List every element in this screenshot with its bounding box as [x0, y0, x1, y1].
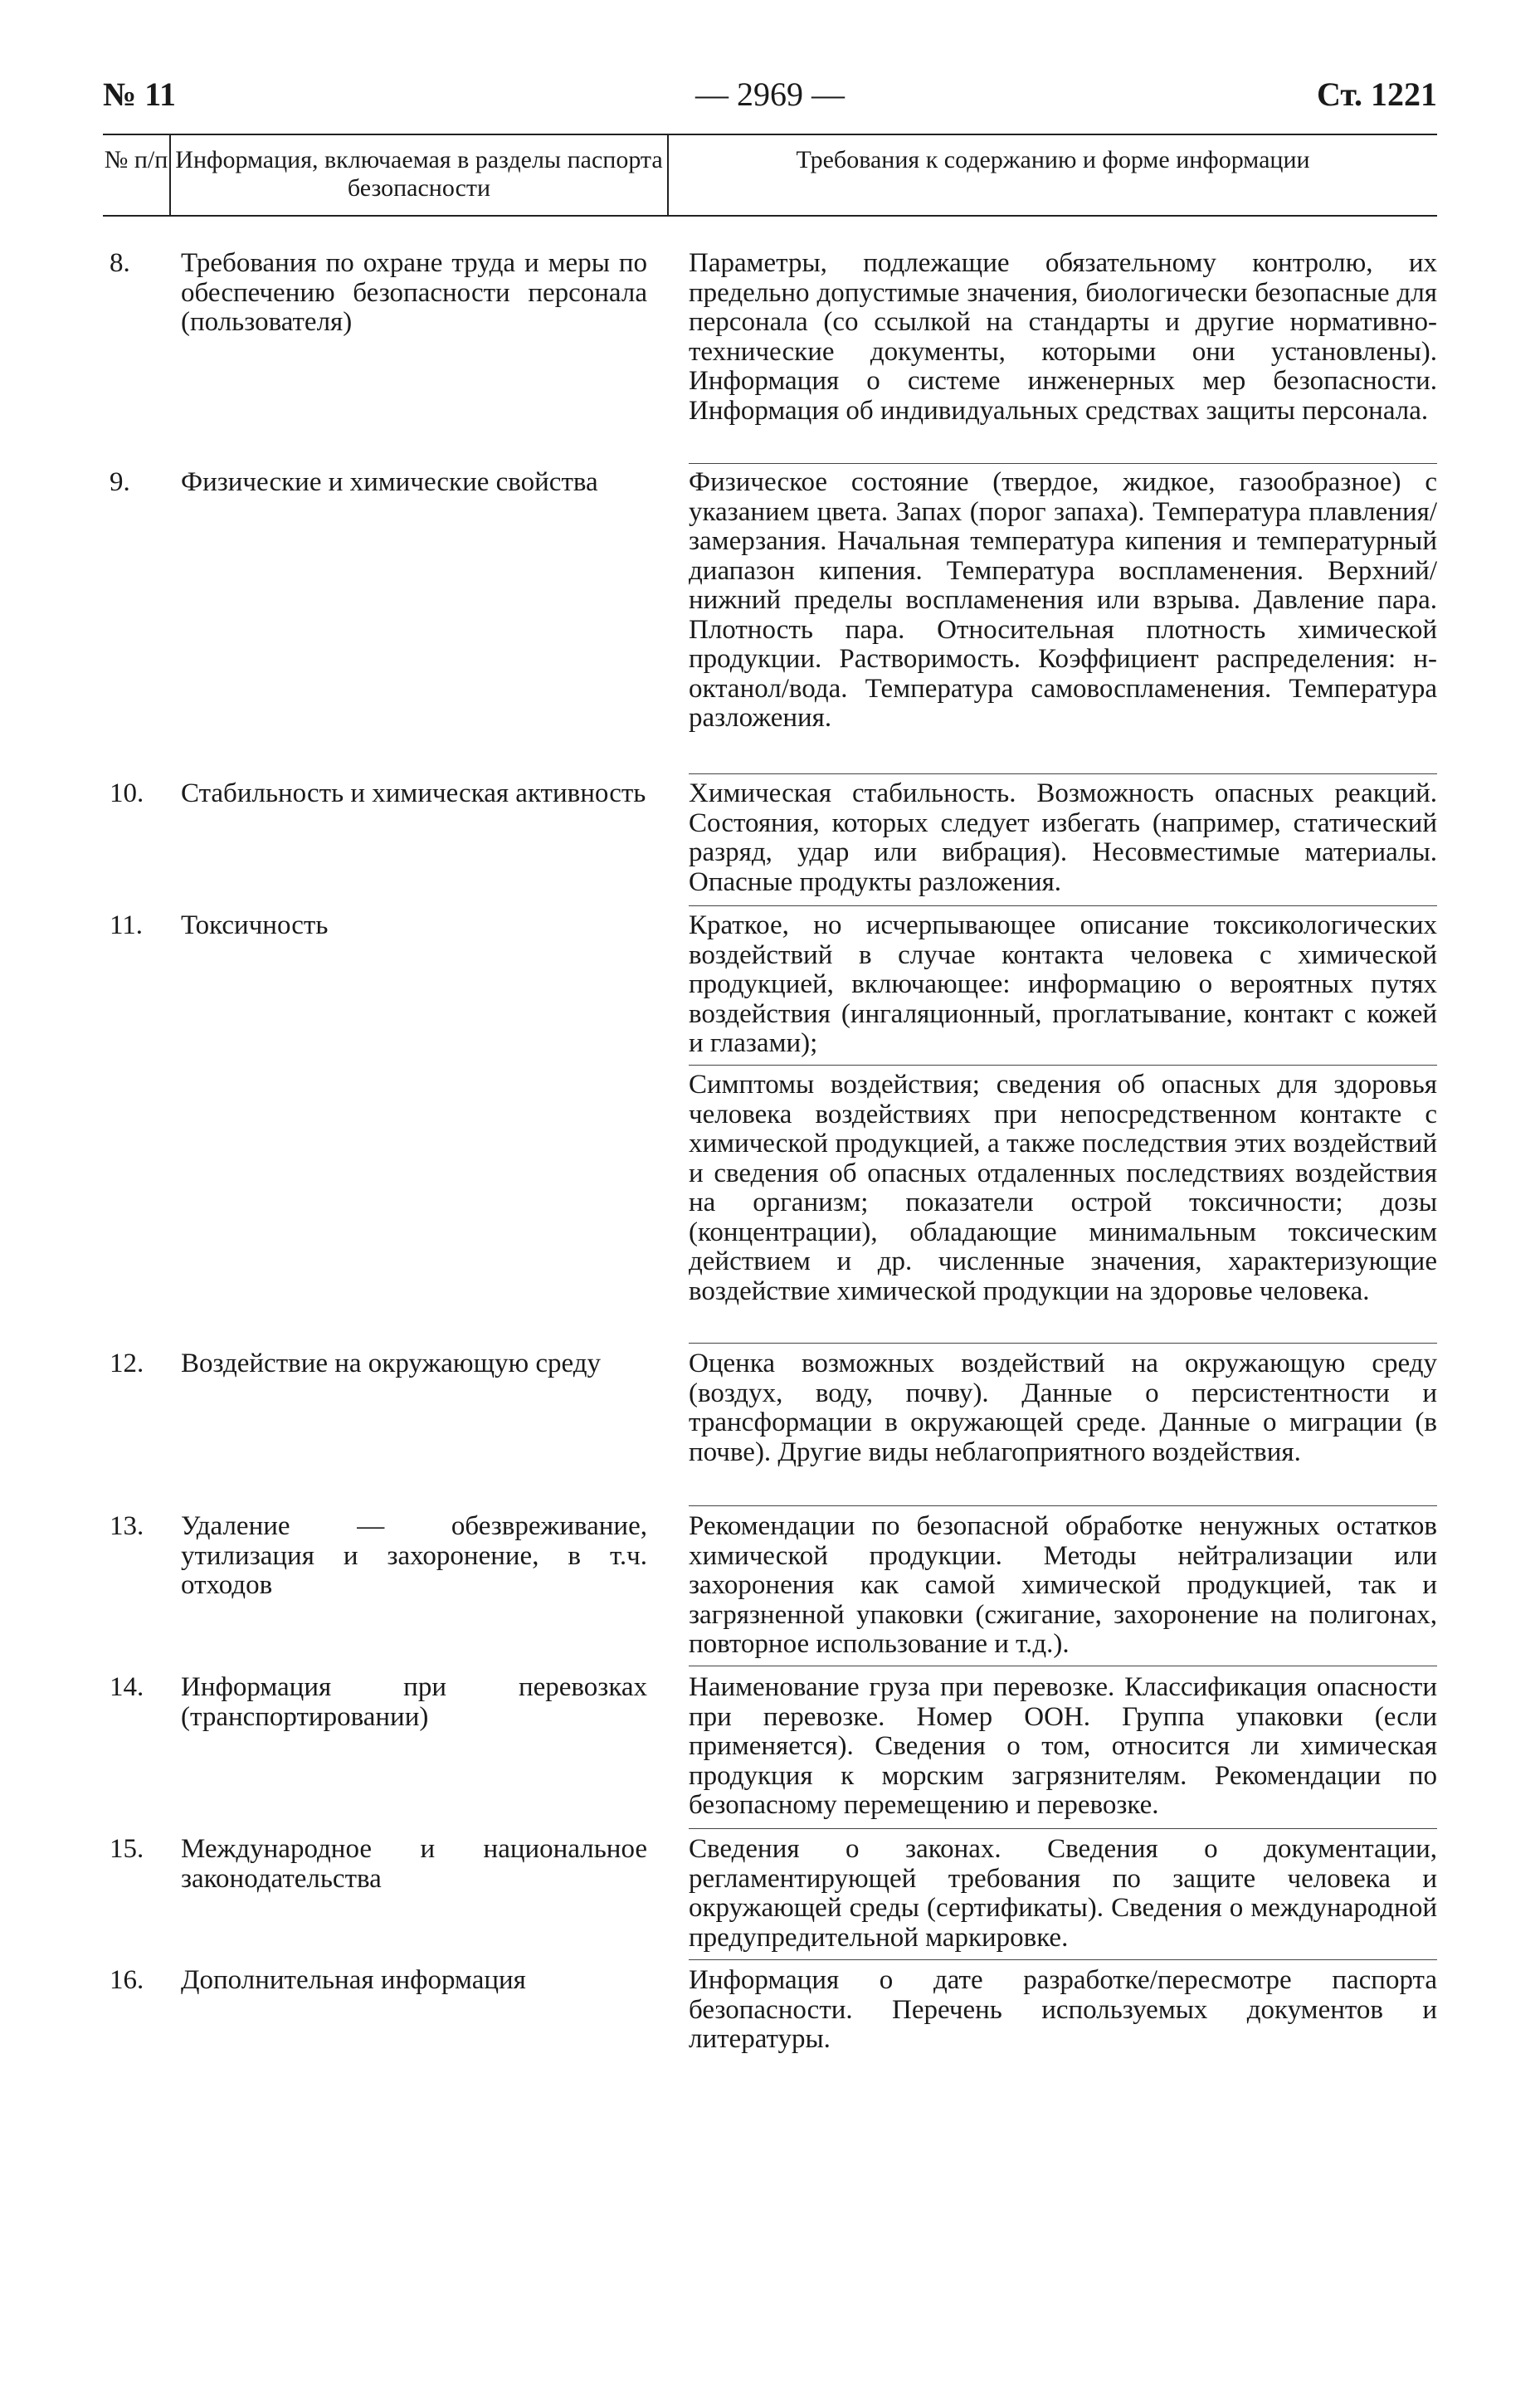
row-info: Международное и национальное законодательства [181, 1834, 647, 1894]
row-number: 13. [110, 1511, 144, 1541]
row-requirements: Краткое, но исчерпывающее описание токсикологических воздействий в случае контакта человека с химической продукцией, включающее: информацию о вероятных путях воздействия (ингаляционный, проглатывание, контакт с кожей и глазами); [689, 910, 1437, 1058]
row-separator [689, 773, 1437, 774]
row-number: 12. [110, 1349, 144, 1378]
row-requirements: Сведения о законах. Сведения о документации, регламентирующей требования по защите человека и окружающей среды (сертификаты). Сведения о международной предупредительной маркировке. [689, 1834, 1437, 1953]
row-separator [689, 1065, 1437, 1066]
row-number: 16. [110, 1965, 144, 1995]
row-requirements: Наименование груза при перевозке. Классификация опасности при перевозке. Номер ООН. Группа упаковки (если применяется). Сведения о том, относится ли химическая продукция к морским загрязнителям. Рекомендации по безопасному перемещению и перевозке. [689, 1672, 1437, 1820]
row-separator [689, 1959, 1437, 1960]
table-top-rule [103, 134, 1437, 135]
row-number: 9. [110, 467, 130, 497]
page-number: — 2969 — [695, 76, 845, 113]
table-header-bottom-rule [103, 215, 1437, 217]
row-info: Физические и химические свойства [181, 467, 598, 497]
row-info: Воздействие на окружающую среду [181, 1349, 602, 1378]
row-info: Информация при перевозках (транспортировании) [181, 1672, 647, 1732]
row-info: Требования по охране труда и меры по обеспечению безопасности персонала (пользователя) [181, 248, 647, 337]
article-number: Ст. 1221 [1317, 76, 1437, 113]
row-separator [689, 1828, 1437, 1829]
row-requirements: Оценка возможных воздействий на окружающую среду (воздух, воду, почву). Данные о персистентности и трансформации в окружающей среде. Данные о миграции (в почве). Другие виды неблагоприятного воздействия. [689, 1349, 1437, 1467]
row-number: 15. [110, 1834, 144, 1864]
row-number: 8. [110, 248, 130, 278]
row-separator [689, 463, 1437, 464]
row-separator [689, 1343, 1437, 1344]
column-header-requirements: Требования к содержанию и форме информации [796, 146, 1310, 173]
row-info: Токсичность [181, 910, 329, 940]
row-number: 11. [110, 910, 144, 940]
row-requirements: Информация о дате разработке/пересмотре паспорта безопасности. Перечень используемых документов и литературы. [689, 1965, 1437, 2054]
column-header-number: № п/п [104, 146, 168, 173]
row-info: Дополнительная информация [181, 1965, 526, 1995]
row-info: Стабильность и химическая активность [181, 778, 646, 808]
column-header-info: Информация, включаемая в разделы паспорта безопасности [175, 146, 663, 202]
row-number: 14. [110, 1672, 144, 1702]
row-requirements: Химическая стабильность. Возможность опасных реакций. Состояния, которых следует избегать (например, статический разряд, удар или вибрация). Несовместимые материалы. Опасные продукты разложения. [689, 778, 1437, 897]
row-separator [689, 905, 1437, 906]
row-requirements: Рекомендации по безопасной обработке ненужных остатков химической продукции. Методы нейтрализации или захоронения как самой химической продукцией, так и загрязненной упаковки (сжигание, захоронение на полигонах, повторное использование и т.д.). [689, 1511, 1437, 1659]
row-requirements: Симптомы воздействия; сведения об опасных для здоровья человека воздействиях при непосредственном контакте с химической продукцией, а также последствия этих воздействий и сведения об опасных отдаленных последствиях воздействия на организм; показатели острой токсичности; дозы (концентрации), обладающие минимальным токсическим действием и др. численные значения, характеризующие воздействие химической продукции на здоровье человека. [689, 1070, 1437, 1306]
row-requirements: Физическое состояние (твердое, жидкое, газообразное) с указанием цвета. Запах (порог запаха). Температура плавления/замерзания. Начальная температура кипения и температурный диапазон кипения. Температура воспламенения. Верхний/нижний пределы воспламенения или взрыва. Давление пара. Плотность пара. Относительная плотность химической продукции. Растворимость. Коэффициент распределения: н-октанол/вода. Температура самовоспламенения. Температура разложения. [689, 467, 1437, 733]
row-requirements: Параметры, подлежащие обязательному контролю, их предельно допустимые значения, биологически безопасные для персонала (со ссылкой на стандарты и другие нормативно-технические документы, которыми они установлены). Информация о системе инженерных мер безопасности. Информация об индивидуальных средствах защиты персонала. [689, 248, 1437, 426]
row-number: 10. [110, 778, 144, 808]
issue-number: № 11 [103, 76, 176, 113]
row-separator [689, 1505, 1437, 1506]
row-info: Удаление — обезвреживание, утилизация и захоронение, в т.ч. отходов [181, 1511, 647, 1600]
